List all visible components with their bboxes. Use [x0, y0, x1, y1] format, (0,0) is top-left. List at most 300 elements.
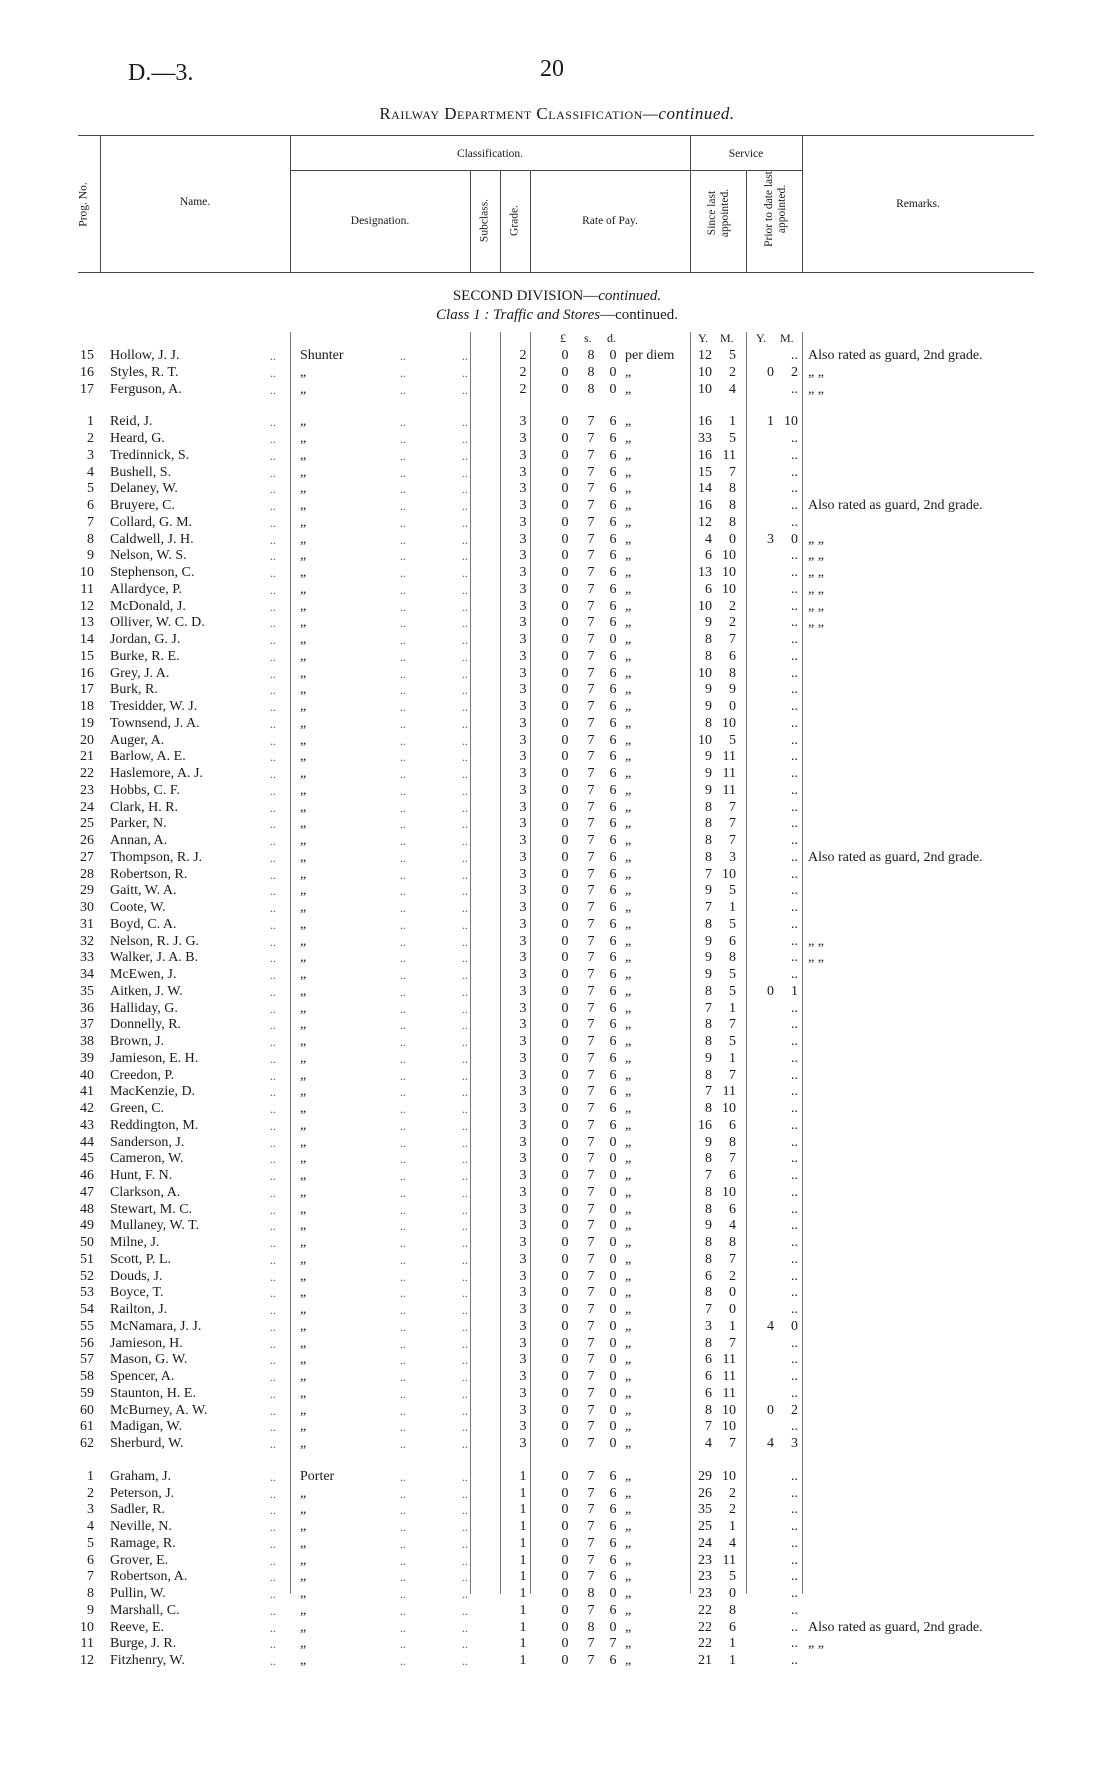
pay-pounds-cell: 0 — [561, 581, 569, 597]
leader-dots: .. — [270, 365, 276, 380]
name-cell: Sherburd, W. — [110, 1436, 184, 1451]
pay-period-cell: „ — [625, 849, 632, 865]
prog-no-cell: 21 — [80, 749, 94, 765]
pay-pounds-cell: 0 — [561, 766, 569, 781]
pay-pounds-cell: 0 — [561, 648, 569, 664]
grade-cell: 3 — [519, 531, 527, 547]
leader-dots: .. — [270, 1269, 276, 1284]
since-months-cell: 2 — [729, 1268, 736, 1284]
prior-months-cell: .. — [791, 749, 798, 765]
table-row — [0, 1653, 1114, 1670]
prog-no-cell: 46 — [80, 1168, 94, 1183]
prog-no-cell: 23 — [80, 782, 94, 798]
prior-months-cell: .. — [791, 1034, 798, 1049]
pay-shillings-cell: 7 — [587, 1067, 595, 1083]
since-months-cell: 7 — [729, 1017, 736, 1033]
name-cell: Heard, G. — [110, 431, 165, 446]
leader-dots: .. — [462, 465, 468, 480]
name-cell: Creedon, P. — [110, 1067, 175, 1083]
pay-pounds-cell: 0 — [561, 481, 569, 497]
prior-months-cell: .. — [791, 615, 798, 631]
since-months-cell: 7 — [729, 799, 736, 815]
grade-cell: 1 — [519, 1519, 527, 1534]
prior-years-cell: 4 — [767, 1436, 774, 1451]
pay-period-cell: „ — [625, 1218, 632, 1234]
leader-dots: .. — [400, 482, 406, 497]
prior-months-cell: 3 — [791, 1436, 798, 1451]
col-service: Service — [728, 148, 764, 160]
since-years-cell: 8 — [705, 816, 712, 832]
leader-dots: .. — [462, 1035, 468, 1049]
prog-no-cell: 12 — [80, 598, 94, 614]
table-row — [0, 1486, 1114, 1503]
grade-cell: 2 — [519, 381, 527, 397]
since-months-cell: 2 — [729, 1502, 736, 1518]
table-row — [0, 1469, 1114, 1486]
prog-no-cell: 31 — [80, 916, 94, 932]
table-row — [0, 615, 1114, 632]
leader-dots: .. — [462, 582, 468, 597]
name-cell: Walker, J. A. B. — [110, 950, 199, 966]
prior-months-cell: 2 — [791, 1402, 798, 1418]
name-cell: Boyd, C. A. — [110, 916, 177, 932]
leader-dots: .. — [270, 1185, 276, 1200]
row-group — [0, 414, 1114, 1453]
grade-cell: 3 — [519, 1101, 527, 1116]
grade-cell: 3 — [519, 883, 527, 899]
since-months-cell: 11 — [722, 1385, 736, 1401]
table-row — [0, 1202, 1114, 1219]
header-divider — [500, 170, 501, 272]
class-name: Traffic and Stores — [493, 307, 601, 323]
pay-pounds-cell: 0 — [561, 598, 569, 614]
table-row — [0, 382, 1114, 399]
since-months-cell: 7 — [729, 1335, 736, 1351]
name-cell: Parker, N. — [110, 816, 167, 832]
pay-period-cell: „ — [625, 648, 632, 664]
since-months-cell: 5 — [729, 983, 736, 999]
table-row — [0, 1352, 1114, 1369]
pay-period-cell: „ — [625, 548, 632, 564]
since-years-cell: 8 — [705, 1034, 712, 1049]
designation-cell: „ — [300, 1569, 307, 1585]
name-cell: Clark, H. R. — [110, 799, 179, 815]
since-years-cell: 9 — [705, 682, 712, 698]
name-cell: Marshall, C. — [110, 1602, 180, 1618]
prog-no-cell: 7 — [87, 1569, 94, 1585]
leader-dots: .. — [462, 1319, 468, 1334]
leader-dots: .. — [270, 783, 276, 798]
pay-pence-cell: 6 — [609, 699, 617, 714]
pay-shillings-cell: 7 — [587, 1101, 595, 1116]
prog-no-cell: 56 — [80, 1335, 94, 1351]
designation-cell: „ — [300, 1084, 307, 1100]
pay-pence-cell: 6 — [609, 1552, 617, 1568]
prior-months-cell: .. — [791, 1369, 798, 1384]
table-row — [0, 1569, 1114, 1586]
since-months-cell: 11 — [722, 749, 736, 765]
prior-months-cell: .. — [791, 1151, 798, 1167]
pay-pounds-cell: 0 — [561, 1201, 569, 1217]
designation-cell: „ — [300, 1067, 307, 1083]
leader-dots: .. — [270, 1654, 276, 1668]
table-row — [0, 1319, 1114, 1336]
prior-months-cell: .. — [791, 548, 798, 564]
since-years-cell: 9 — [705, 950, 712, 966]
since-years-cell: 13 — [698, 565, 712, 580]
since-years-cell: 7 — [705, 1302, 712, 1317]
leader-dots: .. — [270, 1219, 276, 1234]
since-months-cell: 8 — [729, 1602, 736, 1618]
prior-months-cell: 1 — [791, 983, 798, 999]
classification-rule — [290, 170, 690, 171]
col-subclass: Subclass. — [478, 198, 491, 243]
pay-period-cell: „ — [625, 1436, 632, 1451]
prog-no-cell: 37 — [80, 1017, 94, 1033]
leader-dots: .. — [462, 1135, 468, 1150]
leader-dots: .. — [400, 834, 406, 848]
pay-pounds-cell: 0 — [561, 447, 569, 463]
grade-cell: 1 — [519, 1619, 527, 1635]
pay-period-cell: „ — [625, 682, 632, 698]
prog-no-cell: 61 — [80, 1419, 94, 1435]
since-months-cell: 8 — [729, 498, 736, 513]
pay-period-cell: „ — [625, 598, 632, 614]
name-cell: Railton, J. — [110, 1302, 168, 1317]
leader-dots: .. — [400, 1403, 406, 1418]
designation-cell: „ — [300, 1519, 307, 1534]
name-cell: Townsend, J. A. — [110, 715, 200, 731]
since-months-cell: 11 — [722, 1369, 736, 1384]
grade-cell: 3 — [519, 1000, 527, 1016]
pay-shillings-cell: 7 — [587, 531, 595, 547]
pay-pounds-cell: 0 — [561, 1352, 569, 1368]
since-months-cell: 1 — [729, 1519, 736, 1534]
grade-cell: 1 — [519, 1653, 527, 1668]
since-years-cell: 8 — [705, 1017, 712, 1033]
pay-pounds-cell: 0 — [561, 1302, 569, 1317]
unit-pence: d. — [607, 331, 616, 345]
pay-shillings-cell: 8 — [587, 381, 595, 397]
leader-dots: .. — [270, 884, 276, 899]
grade-cell: 3 — [519, 715, 527, 731]
pay-pence-cell: 0 — [609, 1168, 617, 1183]
table-row — [0, 783, 1114, 800]
pay-pounds-cell: 0 — [561, 1101, 569, 1116]
leader-dots: .. — [462, 448, 468, 463]
pay-pounds-cell: 0 — [561, 1285, 569, 1301]
leader-dots: .. — [270, 901, 276, 915]
table-row — [0, 582, 1114, 599]
pay-pounds-cell: 0 — [561, 364, 569, 380]
since-years-cell: 10 — [698, 364, 712, 380]
leader-dots: .. — [400, 616, 406, 631]
leader-dots: .. — [400, 566, 406, 580]
table-row — [0, 1369, 1114, 1386]
pay-shillings-cell: 7 — [587, 799, 595, 815]
name-cell: Reddington, M. — [110, 1117, 199, 1133]
designation-cell: „ — [300, 1419, 307, 1435]
pay-period-cell: „ — [625, 816, 632, 832]
division-heading — [0, 288, 1114, 305]
leader-dots: .. — [462, 968, 468, 982]
since-months-cell: 10 — [722, 548, 736, 564]
designation-cell: „ — [300, 983, 307, 999]
pay-pounds-cell: 0 — [561, 1168, 569, 1183]
name-cell: Delaney, W. — [110, 481, 178, 497]
designation-cell: „ — [300, 1318, 307, 1334]
pay-period-cell: „ — [625, 1569, 632, 1585]
pay-pounds-cell: 0 — [561, 348, 569, 363]
unit-shillings: s. — [584, 331, 592, 345]
leader-dots: .. — [400, 1202, 406, 1217]
leader-dots: .. — [400, 1252, 406, 1267]
prog-no-cell: 51 — [80, 1251, 94, 1267]
leader-dots: .. — [400, 783, 406, 798]
prior-months-cell: .. — [791, 1117, 798, 1133]
grade-cell: 3 — [519, 1117, 527, 1133]
pay-period-cell: „ — [625, 1352, 632, 1368]
grade-cell: 3 — [519, 682, 527, 698]
pay-period-cell: per diem — [625, 348, 675, 363]
since-years-cell: 6 — [705, 581, 712, 597]
prior-months-cell: .. — [791, 967, 798, 982]
prog-no-cell: 38 — [80, 1034, 94, 1049]
designation-cell: „ — [300, 1251, 307, 1267]
leader-dots: .. — [462, 901, 468, 915]
leader-dots: .. — [270, 1035, 276, 1049]
pay-shillings-cell: 7 — [587, 447, 595, 463]
leader-dots: .. — [270, 448, 276, 463]
prior-months-cell: .. — [791, 1602, 798, 1618]
leader-dots: .. — [400, 1219, 406, 1234]
leader-dots: .. — [270, 733, 276, 748]
pay-pounds-cell: 0 — [561, 1318, 569, 1334]
designation-cell: „ — [300, 766, 307, 781]
pay-shillings-cell: 7 — [587, 1251, 595, 1267]
table-row — [0, 1084, 1114, 1101]
since-years-cell: 6 — [705, 1268, 712, 1284]
since-years-cell: 15 — [698, 464, 712, 480]
prog-no-cell: 60 — [80, 1402, 94, 1418]
prior-years-cell: 0 — [767, 983, 774, 999]
grade-cell: 3 — [519, 816, 527, 832]
name-cell: Nelson, R. J. G. — [110, 933, 200, 949]
table-row — [0, 632, 1114, 649]
grade-cell: 3 — [519, 749, 527, 765]
pay-pence-cell: 6 — [609, 833, 617, 848]
prior-months-cell: .. — [791, 1419, 798, 1435]
pay-shillings-cell: 7 — [587, 1402, 595, 1418]
name-cell: Pullin, W. — [110, 1586, 166, 1601]
pay-period-cell: „ — [625, 1402, 632, 1418]
since-years-cell: 8 — [705, 1235, 712, 1250]
leader-dots: .. — [270, 1051, 276, 1066]
designation-cell: „ — [300, 1436, 307, 1451]
prior-months-cell: .. — [791, 1636, 798, 1652]
pay-period-cell: „ — [625, 732, 632, 748]
since-months-cell: 7 — [729, 1436, 736, 1451]
grade-cell: 3 — [519, 1067, 527, 1083]
leader-dots: .. — [462, 884, 468, 899]
prior-months-cell: 2 — [791, 364, 798, 380]
since-months-cell: 0 — [729, 1586, 736, 1601]
leader-dots: .. — [400, 750, 406, 765]
pay-period-cell: „ — [625, 766, 632, 781]
pay-shillings-cell: 7 — [587, 1485, 595, 1501]
leader-dots: .. — [270, 616, 276, 631]
pay-pence-cell: 6 — [609, 1034, 617, 1049]
leader-dots: .. — [462, 349, 468, 363]
pay-shillings-cell: 7 — [587, 900, 595, 915]
unit-months-since: M. — [720, 331, 734, 345]
pay-pounds-cell: 0 — [561, 1402, 569, 1418]
leader-dots: .. — [462, 767, 468, 781]
pay-pence-cell: 6 — [609, 950, 617, 966]
leader-dots: .. — [400, 1085, 406, 1100]
pay-pounds-cell: 0 — [561, 531, 569, 547]
leader-dots: .. — [270, 666, 276, 681]
prog-no-cell: 27 — [80, 849, 94, 865]
leader-dots: .. — [270, 499, 276, 513]
pay-pence-cell: 6 — [609, 581, 617, 597]
name-cell: McBurney, A. W. — [110, 1402, 208, 1418]
prior-months-cell: .. — [791, 1134, 798, 1150]
grade-cell: 3 — [519, 498, 527, 513]
pay-shillings-cell: 7 — [587, 414, 595, 430]
leader-dots: .. — [462, 867, 468, 882]
pay-pence-cell: 6 — [609, 967, 617, 982]
pay-pounds-cell: 0 — [561, 715, 569, 731]
table-row — [0, 867, 1114, 884]
designation-cell: „ — [300, 1117, 307, 1133]
pay-pence-cell: 6 — [609, 732, 617, 748]
leader-dots: .. — [270, 1536, 276, 1551]
remarks-cell: „ „ — [808, 565, 824, 580]
leader-dots: .. — [270, 1001, 276, 1016]
pay-pounds-cell: 0 — [561, 866, 569, 882]
pay-pence-cell: 6 — [609, 1084, 617, 1100]
classification-table-body — [0, 348, 1114, 1670]
pay-pounds-cell: 0 — [561, 1251, 569, 1267]
pay-period-cell: „ — [625, 1017, 632, 1033]
pay-shillings-cell: 7 — [587, 732, 595, 748]
leader-dots: .. — [400, 1018, 406, 1033]
designation-cell: „ — [300, 916, 307, 932]
pay-pence-cell: 6 — [609, 648, 617, 664]
name-cell: Green, C. — [110, 1101, 165, 1116]
table-row — [0, 1519, 1114, 1536]
grade-cell: 3 — [519, 849, 527, 865]
name-cell: Tresidder, W. J. — [110, 699, 198, 714]
leader-dots: .. — [462, 432, 468, 446]
prior-months-cell: .. — [791, 1268, 798, 1284]
pay-pounds-cell: 0 — [561, 1369, 569, 1384]
pay-period-cell: „ — [625, 715, 632, 731]
pay-shillings-cell: 7 — [587, 1302, 595, 1317]
table-row — [0, 800, 1114, 817]
since-months-cell: 5 — [729, 967, 736, 982]
leader-dots: .. — [462, 1152, 468, 1167]
prior-months-cell: .. — [791, 682, 798, 698]
prog-no-cell: 9 — [87, 548, 94, 564]
prog-no-cell: 15 — [80, 648, 94, 664]
since-years-cell: 4 — [705, 531, 712, 547]
remarks-cell: „ „ — [808, 381, 824, 397]
pay-shillings-cell: 7 — [587, 665, 595, 681]
leader-dots: .. — [400, 968, 406, 982]
since-months-cell: 10 — [722, 715, 736, 731]
pay-pounds-cell: 0 — [561, 732, 569, 748]
leader-dots: .. — [462, 666, 468, 681]
grade-cell: 3 — [519, 1201, 527, 1217]
pay-period-cell: „ — [625, 531, 632, 547]
prog-no-cell: 15 — [80, 348, 94, 363]
name-cell: Coote, W. — [110, 900, 166, 915]
table-row — [0, 1051, 1114, 1068]
since-years-cell: 16 — [698, 447, 712, 463]
designation-cell: „ — [300, 1352, 307, 1368]
pay-period-cell: „ — [625, 565, 632, 580]
since-years-cell: 6 — [705, 1352, 712, 1368]
table-row — [0, 548, 1114, 565]
leader-dots: .. — [400, 901, 406, 915]
leader-dots: .. — [400, 1553, 406, 1568]
name-cell: McNamara, J. J. — [110, 1318, 202, 1334]
leader-dots: .. — [270, 1319, 276, 1334]
grade-cell: 3 — [519, 464, 527, 480]
prior-months-cell: .. — [791, 1502, 798, 1518]
pay-shillings-cell: 8 — [587, 1619, 595, 1635]
pay-period-cell: „ — [625, 615, 632, 631]
since-months-cell: 0 — [729, 699, 736, 714]
table-row — [0, 950, 1114, 967]
remarks-cell: „ „ — [808, 598, 824, 614]
prior-months-cell: .. — [791, 1653, 798, 1668]
pay-shillings-cell: 7 — [587, 1419, 595, 1435]
grade-cell: 3 — [519, 548, 527, 564]
pay-pence-cell: 6 — [609, 1050, 617, 1066]
table-row — [0, 1269, 1114, 1286]
pay-pence-cell: 0 — [609, 1352, 617, 1368]
leader-dots: .. — [270, 800, 276, 815]
prior-months-cell: .. — [791, 1201, 798, 1217]
pay-shillings-cell: 7 — [587, 431, 595, 446]
since-years-cell: 8 — [705, 1335, 712, 1351]
since-months-cell: 10 — [722, 1184, 736, 1200]
pay-pounds-cell: 0 — [561, 1586, 569, 1601]
pay-period-cell: „ — [625, 1050, 632, 1066]
prog-no-cell: 22 — [80, 766, 94, 781]
since-years-cell: 22 — [698, 1636, 712, 1652]
grade-cell: 3 — [519, 916, 527, 932]
name-cell: Clarkson, A. — [110, 1184, 181, 1200]
prog-no-cell: 59 — [80, 1385, 94, 1401]
name-cell: Allardyce, P. — [110, 581, 182, 597]
pay-period-cell: „ — [625, 1084, 632, 1100]
pay-pounds-cell: 0 — [561, 799, 569, 815]
pay-shillings-cell: 7 — [587, 883, 595, 899]
grade-cell: 3 — [519, 732, 527, 748]
pay-shillings-cell: 7 — [587, 1218, 595, 1234]
leader-dots: .. — [400, 382, 406, 397]
title-continued: —continued. — [642, 104, 735, 123]
pay-period-cell: „ — [625, 1602, 632, 1618]
since-years-cell: 8 — [705, 632, 712, 647]
since-months-cell: 2 — [729, 598, 736, 614]
page-title — [0, 104, 1114, 124]
leader-dots: .. — [400, 1587, 406, 1601]
